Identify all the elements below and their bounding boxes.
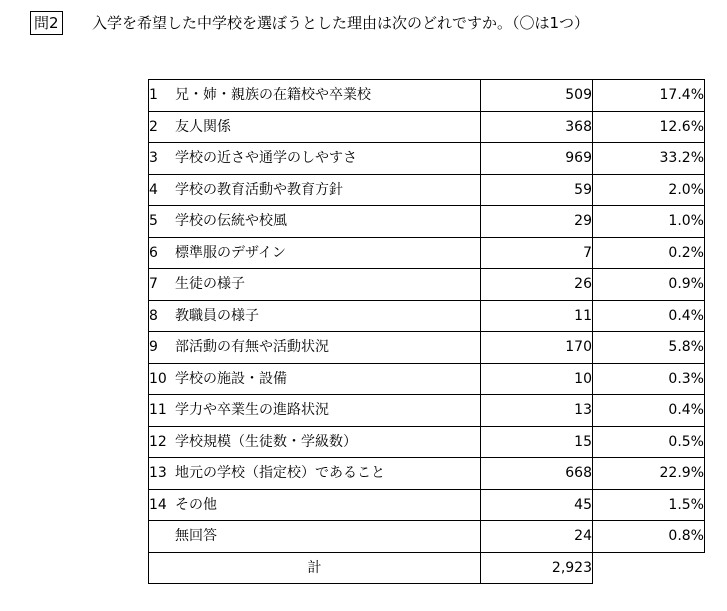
reason-label: 学校の伝統や校風 — [175, 213, 287, 230]
reason-cell — [149, 363, 481, 395]
reason-cell — [149, 426, 481, 458]
reason-number: 7 — [149, 276, 158, 293]
table-row — [149, 206, 705, 238]
reason-number: 8 — [149, 307, 158, 324]
question-header — [30, 10, 720, 38]
percent-cell: 2.0% — [593, 174, 705, 206]
count-cell: 13 — [481, 395, 593, 427]
reason-label: 学力や卒業生の進路状況 — [175, 402, 329, 419]
reason-number: 2 — [149, 118, 158, 135]
count-cell: 29 — [481, 206, 593, 238]
reason-cell — [149, 80, 481, 112]
reason-label: 学校の施設・設備 — [175, 370, 287, 387]
table-row — [149, 174, 705, 206]
reason-label: 友人関係 — [175, 118, 231, 135]
table-row — [149, 426, 705, 458]
count-cell: 11 — [481, 300, 593, 332]
total-count: 2,923 — [481, 552, 593, 584]
reason-label: その他 — [175, 496, 217, 513]
percent-cell: 0.5% — [593, 426, 705, 458]
reason-cell — [149, 395, 481, 427]
reason-cell — [149, 174, 481, 206]
count-cell: 170 — [481, 332, 593, 364]
percent-cell: 0.8% — [593, 521, 705, 553]
percent-cell: 0.9% — [593, 269, 705, 301]
reason-cell — [149, 237, 481, 269]
reason-number: 1 — [149, 87, 158, 104]
table-row — [149, 143, 705, 175]
reason-cell — [149, 143, 481, 175]
reason-label: 無回答 — [175, 528, 217, 545]
count-cell: 368 — [481, 111, 593, 143]
percent-cell: 0.4% — [593, 395, 705, 427]
count-cell: 509 — [481, 80, 593, 112]
table-row — [149, 489, 705, 521]
percent-cell: 1.5% — [593, 489, 705, 521]
percent-cell: 0.3% — [593, 363, 705, 395]
total-row — [149, 552, 705, 584]
reason-label: 兄・姉・親族の在籍校や卒業校 — [175, 87, 371, 104]
reason-number: 14 — [149, 496, 167, 513]
table-row — [149, 458, 705, 490]
count-cell: 26 — [481, 269, 593, 301]
count-cell: 7 — [481, 237, 593, 269]
reason-number: 9 — [149, 339, 158, 356]
reason-label: 学校の近さや通学のしやすさ — [175, 150, 357, 167]
reason-number: 10 — [149, 370, 167, 387]
reason-cell — [149, 489, 481, 521]
reason-number: 6 — [149, 244, 158, 261]
total-label: 計 — [149, 552, 481, 584]
response-table-body — [149, 80, 705, 584]
reason-number: 5 — [149, 213, 158, 230]
percent-cell: 0.2% — [593, 237, 705, 269]
reason-number: 13 — [149, 465, 167, 482]
table-row — [149, 363, 705, 395]
table-row — [149, 237, 705, 269]
reason-cell — [149, 332, 481, 364]
count-cell: 24 — [481, 521, 593, 553]
count-cell: 668 — [481, 458, 593, 490]
percent-cell: 33.2% — [593, 143, 705, 175]
count-cell: 969 — [481, 143, 593, 175]
percent-cell: 0.4% — [593, 300, 705, 332]
table-row — [149, 111, 705, 143]
table-row — [149, 521, 705, 553]
reason-label: 学校の教育活動や教育方針 — [175, 181, 343, 198]
reason-cell — [149, 206, 481, 238]
question-text: 入学を希望した中学校を選ぼうとした理由は次のどれですか。（〇は1つ） — [92, 14, 590, 32]
count-cell: 45 — [481, 489, 593, 521]
count-cell: 15 — [481, 426, 593, 458]
response-table — [148, 79, 705, 584]
percent-cell: 1.0% — [593, 206, 705, 238]
reason-cell — [149, 300, 481, 332]
reason-number: 4 — [149, 181, 158, 198]
reason-label: 標準服のデザイン — [175, 244, 287, 261]
count-cell: 59 — [481, 174, 593, 206]
question-number: 問2 — [30, 11, 63, 35]
reason-label: 地元の学校（指定校）であること — [175, 465, 385, 482]
table-row — [149, 269, 705, 301]
reason-label: 教職員の様子 — [175, 307, 259, 324]
table-row — [149, 332, 705, 364]
table-row — [149, 395, 705, 427]
reason-cell — [149, 458, 481, 490]
reason-cell — [149, 269, 481, 301]
percent-cell: 5.8% — [593, 332, 705, 364]
percent-cell: 22.9% — [593, 458, 705, 490]
count-cell: 10 — [481, 363, 593, 395]
reason-label: 学校規模（生徒数・学級数） — [175, 433, 357, 450]
reason-label: 生徒の様子 — [175, 276, 245, 293]
reason-label: 部活動の有無や活動状況 — [175, 339, 329, 356]
reason-number: 11 — [149, 402, 167, 419]
reason-number: 3 — [149, 150, 158, 167]
table-row — [149, 300, 705, 332]
table-row — [149, 80, 705, 112]
reason-number: 12 — [149, 433, 167, 450]
percent-cell: 17.4% — [593, 80, 705, 112]
reason-cell — [149, 521, 481, 553]
reason-cell — [149, 111, 481, 143]
percent-cell: 12.6% — [593, 111, 705, 143]
total-empty-cell — [593, 552, 705, 584]
